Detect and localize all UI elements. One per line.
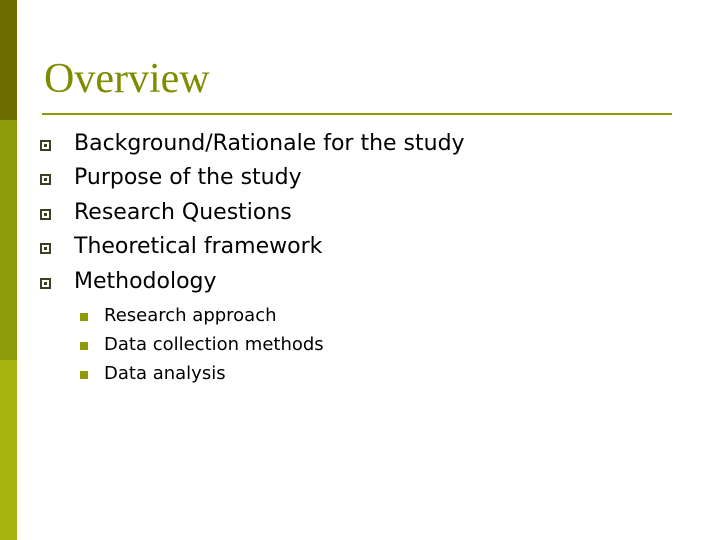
sub-bullet-square-icon: [80, 371, 88, 379]
accent-bar-top-segment: [0, 0, 17, 120]
bullet-text: Purpose of the study: [74, 165, 302, 190]
sub-bullet-text: Data analysis: [104, 363, 226, 384]
bullet-square-icon: [40, 278, 51, 289]
sub-bullet-text: Research approach: [104, 305, 277, 326]
sub-bullet-square-icon: [80, 313, 88, 321]
bullet-text: Methodology: [74, 269, 217, 294]
accent-bar-middle-segment: [0, 120, 17, 360]
bullet-item: [40, 199, 600, 231]
bullet-item: [40, 233, 600, 265]
sub-bullet-item: [80, 361, 500, 389]
slide-title: Overview: [44, 56, 210, 102]
bullet-item: [40, 268, 600, 300]
bullet-item: [40, 130, 600, 162]
accent-bar-bottom-segment: [0, 360, 17, 540]
bullet-text: Background/Rationale for the study: [74, 131, 465, 156]
title-underline: [42, 113, 672, 115]
bullet-item: [40, 164, 600, 196]
sub-bullet-square-icon: [80, 342, 88, 350]
bullet-square-icon: [40, 243, 51, 254]
bullet-text: Theoretical framework: [74, 234, 323, 259]
bullet-square-icon: [40, 209, 51, 220]
left-accent-bar: [0, 0, 17, 540]
sub-bullet-text: Data collection methods: [104, 334, 324, 355]
sub-bullet-item: [80, 332, 500, 360]
bullet-text: Research Questions: [74, 200, 292, 225]
bullet-square-icon: [40, 140, 51, 151]
bullet-square-icon: [40, 174, 51, 185]
sub-bullet-item: [80, 303, 500, 331]
